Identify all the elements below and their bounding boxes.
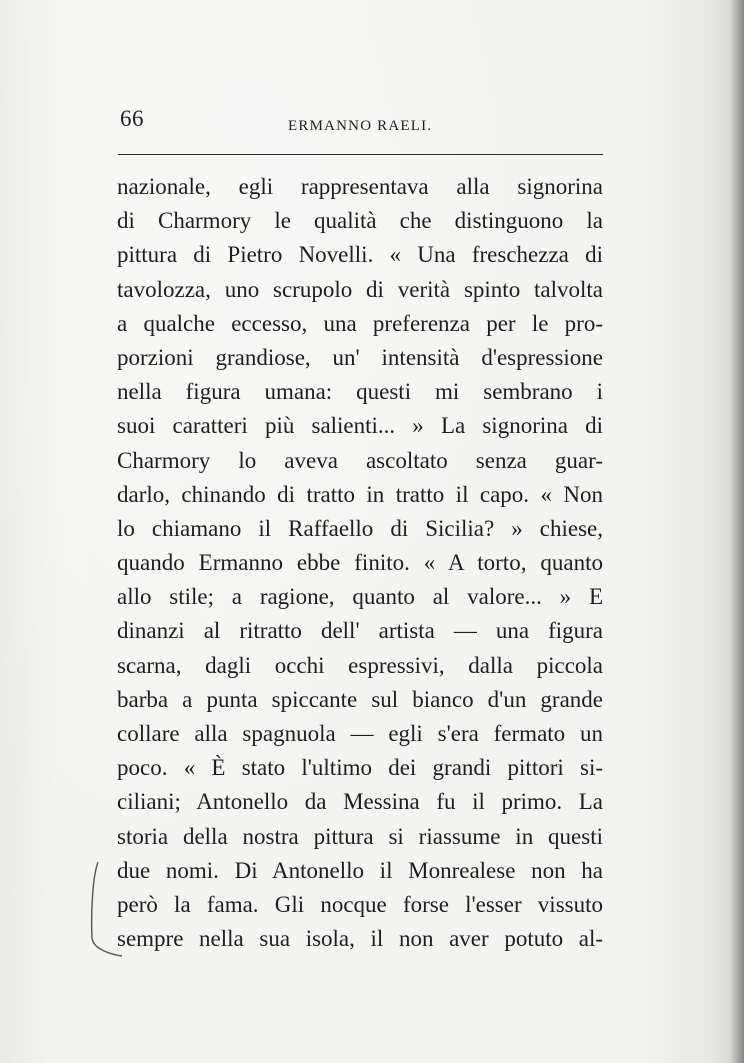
text-line: barba a punta spiccante sul bianco d'un grande [117,686,603,712]
page-number: 66 [120,106,144,131]
text-line: però la fama. Gli nocque forse l'esser vissuto [117,891,603,917]
text-line: Charmory lo aveva ascoltato senza guar- [117,447,603,473]
body-text [117,170,603,956]
text-line: nazionale, egli rappresentava alla signorina [117,174,603,199]
running-title: ERMANNO RAELI. [288,118,433,134]
text-line: lo chiamano il Raffaello di Sicilia? » chiese, [117,515,603,541]
text-line: porzioni grandiose, un' intensità d'espressione [117,344,603,370]
text-line: due nomi. Di Antonello il Monrealese non ha [117,857,603,883]
text-line: pittura di Pietro Novelli. « Una freschezza di [117,242,603,268]
text-line: collare alla spagnuola — egli s'era fermato un [117,721,603,746]
text-line: scarna, dagli occhi espressivi, dalla piccola [117,652,603,678]
text-line: a qualche eccesso, una preferenza per le pro- [117,310,603,336]
text-line: ciliani; Antonello da Messina fu il primo. La [117,789,603,815]
text-line: dinanzi al ritratto dell' artista — una figura [117,618,603,644]
page-binding-shadow [714,0,744,1063]
running-header [116,106,603,146]
text-line: storia della nostra pittura si riassume in questi [117,823,603,849]
text-line: darlo, chinando di tratto in tratto il capo. « Non [117,481,603,507]
text-line: poco. « È stato l'ultimo dei grandi pittori si- [117,755,603,781]
text-line: nella figura umana: questi mi sembrano i [117,379,603,405]
header-rule [118,154,603,155]
text-line: suoi caratteri più salienti... » La signorina di [117,413,603,439]
text-line: di Charmory le qualità che distinguono la [117,208,603,234]
text-line: tavolozza, uno scrupolo di verità spinto talvolta [117,276,603,302]
text-line: sempre nella sua isola, il non aver potuto al- [117,926,603,952]
pencil-bracket-mark [88,858,128,958]
text-line: allo stile; a ragione, quanto al valore... » E [117,584,603,610]
text-line: quando Ermanno ebbe finito. « A torto, quanto [117,550,603,576]
